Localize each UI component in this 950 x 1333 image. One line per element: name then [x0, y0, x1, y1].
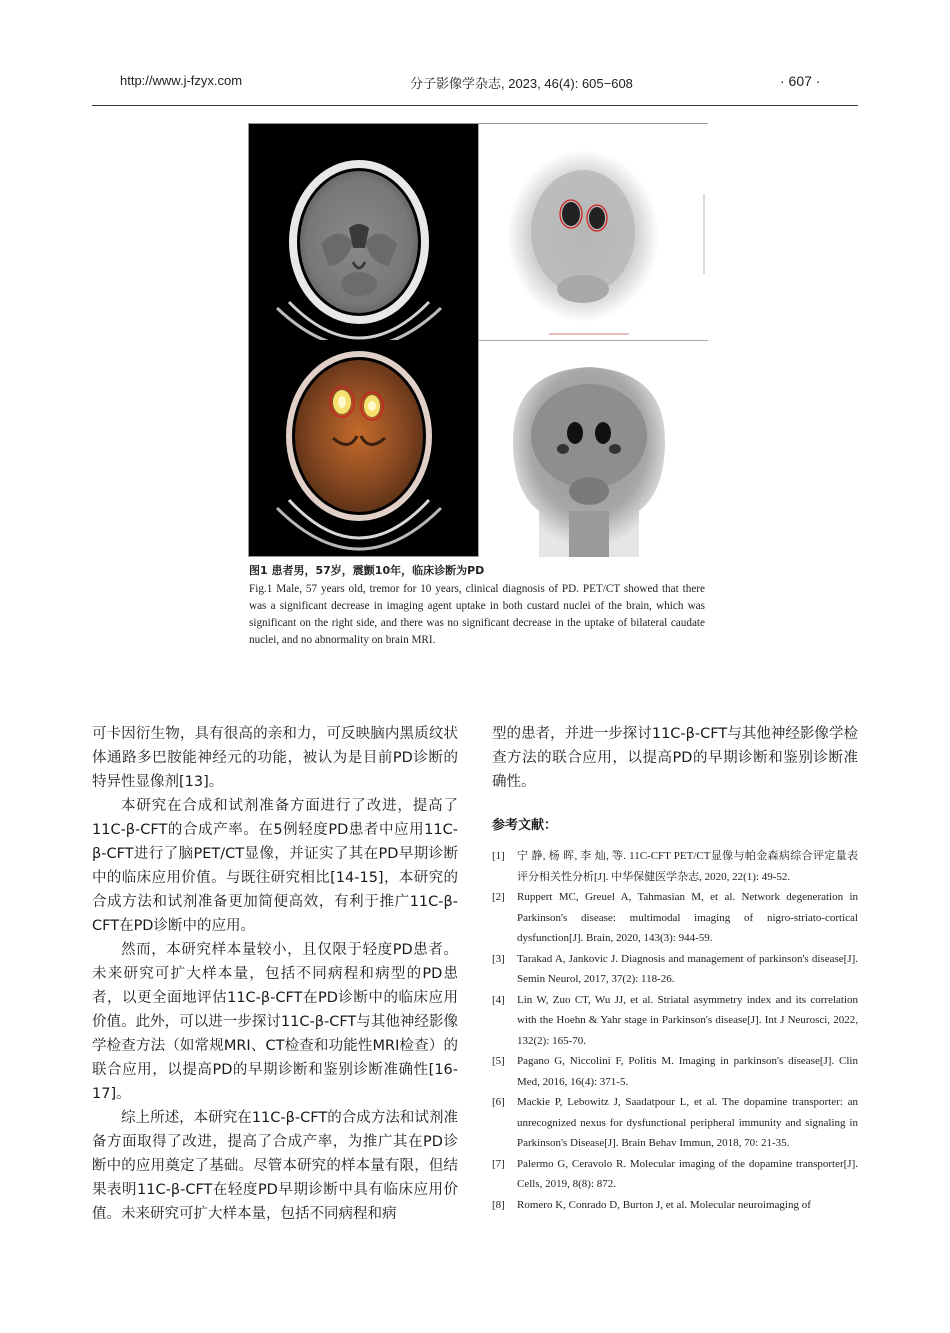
reference-text: Mackie P, Lebowitz J, Saadatpour L, et al. The dopamine transporter: an unrecognized nexus for dysfunctional peripheral immunity and signaling in Parkinson's Disease[J]. Brain Behav Immun, 2018, 70: 21-35. [517, 1096, 858, 1149]
reference-number: [8] [492, 1198, 505, 1211]
pet-mip-image [478, 340, 708, 557]
header-journal: 分子影像学杂志, 2023, 46(4): 605−608 [410, 76, 633, 91]
reference-item [492, 1092, 858, 1154]
header-url[interactable]: http://www.j-fzyx.com [120, 73, 243, 88]
references-heading: 参考文献： [492, 818, 558, 833]
figure-caption [249, 562, 705, 649]
pet-axial-image [478, 124, 708, 340]
reference-item [492, 1154, 858, 1195]
left-paragraph-2: 本研究在合成和试剂准备方面进行了改进，提高了11C-β-CFT的合成产率。在5例轻度PD患者中应用11C-β-CFT进行了脑PET/CT显像，并证实了其在PD早期诊断中的临床应用价值。与既往研究相比[14-15]，本研究的合成方法和试剂准备更加简便高效，有利于推广11C-β-CFT在PD诊断中的应用。 [92, 798, 458, 934]
reference-item [492, 1195, 858, 1216]
header-rule [92, 105, 858, 106]
reference-number: [5] [492, 1055, 505, 1067]
reference-text: 宁 静, 杨 晖, 李 灿, 等. 11C-CFT PET/CT显像与帕金森病综合评定量表评分相关性分析[J]. 中华保健医学杂志, 2020, 22(1): 49-52. [517, 850, 858, 883]
caption-en: Fig.1 Male, 57 years old, tremor for 10 years, clinical diagnosis of PD. PET/CT showed that there was a significant decrease in imaging agent uptake in both custard nuclei of the brain, which was significant on the right side, and there was no significant decrease in the uptake of bilateral caudate nuclei, and no abnormality on brain MRI. [249, 583, 705, 646]
reference-number: [2] [492, 891, 505, 903]
reference-item [492, 887, 858, 949]
reference-text: Tarakad A, Jankovic J. Diagnosis and management of parkinson's disease[J]. Semin Neurol, 2017, 37(2): 118-26. [517, 952, 858, 985]
left-paragraph-3: 然而，本研究样本量较小，且仅限于轻度PD患者。未来研究可扩大样本量，包括不同病程和病型的PD患者，以更全面地评估11C-β-CFT在PD诊断中的临床应用价值。此外，可以进一步探讨11C-β-CFT与其他神经影像学检查方法（如常规MRI、CT检查和功能性MRI检查）的联合应用，以提高PD的早期诊断和鉴别诊断准确性[16-17]。 [92, 942, 458, 1102]
reference-number: [6] [492, 1096, 505, 1108]
ct-axial-image [249, 124, 478, 340]
left-column [92, 722, 458, 1226]
figure-1 [248, 123, 708, 557]
reference-number: [7] [492, 1157, 505, 1170]
pet-ct-fusion-image [249, 340, 478, 556]
reference-item [492, 1051, 858, 1092]
left-paragraph-4: 综上所述，本研究在11C-β-CFT的合成方法和试剂准备方面取得了改进，提高了合成产率，为推广其在PD诊断中的应用奠定了基础。尽管本研究的样本量有限，但结果表明11C-β-CFT在轻度PD早期诊断中具有临床应用价值。未来研究可扩大样本量，包括不同病程和病 [92, 1110, 458, 1222]
reference-text: Romero K, Conrado D, Burton J, et al. Molecular neuroimaging of [517, 1198, 811, 1211]
reference-text: Ruppert MC, Greuel A, Tahmasian M, et al. Network degeneration in Parkinson's disease: multimodal imaging of nigro-striato-cortical dysfunction[J]. Brain, 2020, 143(3): 944-59. [517, 891, 858, 944]
reference-text: Lin W, Zuo CT, Wu JJ, et al. Striatal asymmetry index and its correlation with the Hoehn & Yahr stage in Parkinson's disease[J]. Int J Neurosci, 2022, 132(2): 165-70. [517, 993, 858, 1047]
right-paragraph-1: 型的患者，并进一步探讨11C-β-CFT与其他神经影像学检查方法的联合应用，以提高PD的早期诊断和鉴别诊断准确性。 [492, 726, 858, 790]
reference-text: Palermo G, Ceravolo R. Molecular imaging of the dopamine transporter[J]. Cells, 2019, 8(8): 872. [517, 1157, 858, 1190]
right-column [492, 722, 858, 1215]
header-page-number: · 607 · [780, 73, 821, 89]
reference-number: [1] [492, 850, 505, 862]
left-paragraph-1: 可卡因衍生物，具有很高的亲和力，可反映脑内黑质纹状体通路多巴胺能神经元的功能，被认为是目前PD诊断的特异性显像剂[13]。 [92, 726, 458, 790]
reference-number: [4] [492, 993, 505, 1006]
caption-cn: 图1 患者男，57岁，震颤10年，临床诊断为PD [249, 564, 485, 577]
reference-item [492, 990, 858, 1052]
references-list [492, 846, 858, 1215]
reference-text: Pagano G, Niccolini F, Politis M. Imaging in parkinson's disease[J]. Clin Med, 2016, 16(4): 371-5. [517, 1055, 858, 1088]
reference-item [492, 846, 858, 887]
reference-item [492, 949, 858, 990]
reference-number: [3] [492, 952, 505, 965]
